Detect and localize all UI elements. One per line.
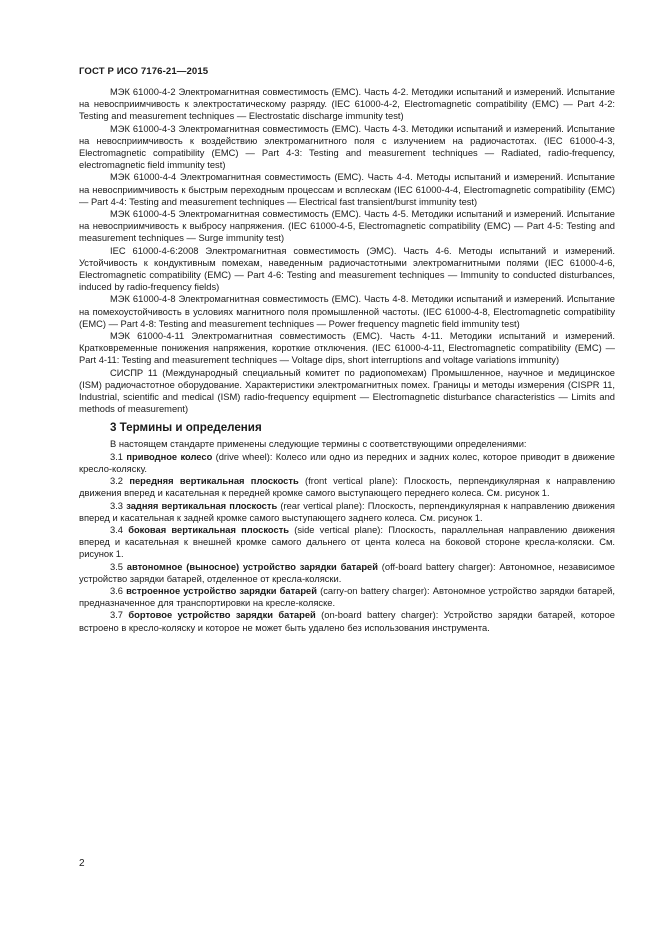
term-text: (rear vertical plane): Плоскость, перпендикулярная к направлению движения вперед и касательная к задней кромке самого выступающего заднего колеса. См. рисунок 1. <box>79 500 615 523</box>
term-name: боковая вертикальная плоскость <box>128 524 290 535</box>
term-definition <box>79 475 615 499</box>
term-definition <box>79 451 615 475</box>
standard-designation: ГОСТ Р ИСО 7176-21—2015 <box>79 66 209 77</box>
term-definition <box>79 561 615 585</box>
term-text: (side vertical plane): Плоскость, параллельная направлению движения вперед и касательная к внешней кромке самого дальнего от цента колеса на боковой стороне кресла-коляски. См. рисунок 1. <box>79 524 615 560</box>
reference-entry: МЭК 61000-4-2 Электромагнитная совместимость (ЕМС). Часть 4-2. Методики испытаний и измерений. Испытание на невосприимчивость к электростатическому разряду. (IEC 61000-4-2, Electromagnetic compatibility (EMC) — Part 4-2: Testing and measurement techniques — Electrostatic discharge immunity test) <box>79 87 615 122</box>
reference-entry: IEC 61000-4-6:2008 Электромагнитная совместимость (ЭМС). Часть 4-6. Методы испытаний и измерений. Устойчивость к кондуктивным помехам, наведенным радиочастотными электромагнитными полями (IEC 61000-4-6, Electromagnetic compatibility (EMC) — Part 4-6: Testing and measurement techniques — Immunity to conducted disturbances, induced by radio-frequency fields) <box>79 245 615 293</box>
page-number: 2 <box>79 858 85 869</box>
term-name: бортовое устройство зарядки батарей <box>128 610 316 621</box>
term-number: 3.3 <box>110 500 123 511</box>
term-text: (on-board battery charger): Устройство зарядки батарей, которое встроено в кресло-коляску и которое не может быть удалено без использования инструмента. <box>79 610 615 633</box>
term-definition <box>79 609 615 633</box>
term-number: 3.4 <box>110 524 123 535</box>
term-name: приводное колесо <box>126 451 213 462</box>
reference-entry: МЭК 61000-4-3 Электромагнитная совместимость (ЕМС). Часть 4-3. Методики испытаний и измерений. Испытание на невосприимчивость к воздействию электромагнитного поля с излучением на радиочастотах. (IEC 61000-4-3, Electromagnetic compatibility (EMC) — Part 4-3: Testing and measurement techniques — Radiated, radio-frequency, electromagnetic field immunity test) <box>79 123 615 171</box>
term-name: передняя вертикальная плоскость <box>129 476 299 487</box>
page-body <box>79 86 615 634</box>
term-number: 3.7 <box>110 610 123 621</box>
reference-entry: МЭК 61000-4-5 Электромагнитная совместимость (ЕМС). Часть 4-5. Методики испытаний и измерений. Испытание на невосприимчивость к выбросу напряжения. (IEC 61000-4-5, Electromagnetic compatibility (EMC) — Part 4-5: Testing and measurement techniques — Surge immunity test) <box>79 209 615 244</box>
section-heading: 3 Термины и определения <box>110 421 262 435</box>
term-name: задняя вертикальная плоскость <box>126 500 278 511</box>
term-definition <box>79 500 615 524</box>
section-intro: В настоящем стандарте применены следующие термины с соответствующими определениями: <box>110 439 527 450</box>
term-number: 3.1 <box>110 451 123 462</box>
term-definition <box>79 585 615 609</box>
term-text: (carry-on battery charger): Автономное устройство зарядки батарей, предназначенное для транспортировки на кресле-коляске. <box>79 585 615 609</box>
term-name: встроенное устройство зарядки батарей <box>126 585 317 596</box>
term-name: автономное (выносное) устройство зарядки батарей <box>126 561 378 572</box>
term-number: 3.2 <box>110 476 123 487</box>
reference-entry: МЭК 61000-4-4 Электромагнитная совместимость (ЕМС). Часть 4-4. Методы испытаний и измерений. Испытание на невосприимчивость к быстрым переходным процессам и всплескам (IEC 61000-4-4, Electromagnetic compatibility (EMC) — Part 4-4: Testing and measurement techniques — Electrical fast transient/burst immunity test) <box>79 172 615 207</box>
term-number: 3.6 <box>110 585 123 596</box>
term-definition <box>79 524 615 561</box>
term-number: 3.5 <box>110 561 123 572</box>
reference-entry: СИСПР 11 (Международный специальный комитет по радиопомехам) Промышленное, научное и медицинское (ISM) радиочастотное оборудование. Характеристики электромагнитных помех. Границы и методы измерения (CISPR 11, Industrial, scientific and medical (ISM) radio-frequency equipment — Electromagnetic disturbance characteristics — Limits and methods of measurement) <box>79 367 615 415</box>
reference-entry: МЭК 61000-4-11 Электромагнитная совместимость (ЕМС). Часть 4-11. Методики испытаний и измерений. Кратковременные понижения напряжения, короткие отключения. (IEC 61000-4-11, Electromagnetic compatibility (EMC) — Part 4-11: Testing and measurement techniques — Voltage dips, short interruptions and voltage variations immunity) <box>79 331 615 366</box>
term-text: (off-board battery charger): Автономное, независимое устройство зарядки батарей, отделенное от кресла-коляски. <box>79 561 615 584</box>
reference-entry: МЭК 61000-4-8 Электромагнитная совместимость (ЕМС). Часть 4-8. Методики испытаний и измерений. Испытание на помехоустойчивость в условиях магнитного поля промышленной частоты. (IEC 61000-4-8, Electromagnetic compatibility (EMC) — Part 4-8: Testing and measurement techniques — Power frequency magnetic field immunity test) <box>79 294 615 329</box>
term-text: (front vertical plane): Плоскость, перпендикулярная к направлению движения вперед и касательная к передней кромке самого выступающего переднего колеса. См. рисунок 1. <box>79 476 615 499</box>
term-text: (drive wheel): Колесо или одно из передних и задних колес, которое приводит в движение кресло-коляску. <box>79 451 615 474</box>
